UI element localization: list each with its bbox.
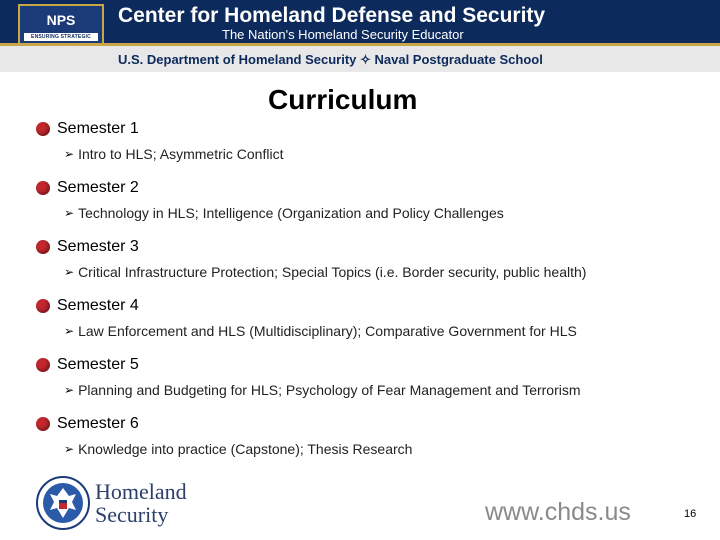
semester-item [36,296,696,316]
semester-label: Semester 5 [57,356,139,373]
course-text: Knowledge into practice (Capstone); Thesis Research [78,441,413,457]
course-item [64,263,696,281]
arrow-bullet-icon: ➢ [64,442,75,456]
course-item [64,145,696,163]
course-item [64,440,696,458]
logo-line-homeland: Homeland [95,479,187,504]
page-number: 16 [684,508,697,520]
semester-label: Semester 4 [57,297,139,314]
arrow-bullet-icon: ➢ [64,206,75,220]
semester-item [36,119,696,139]
logo-line-security: Security [95,502,169,527]
semester-label: Semester 3 [57,238,139,255]
bullet-icon [36,358,50,372]
course-text: Technology in HLS; Intelligence (Organization and Policy Challenges [78,205,504,221]
bullet-icon [36,181,50,195]
nps-logo-ribbon: ENSURING STRATEGIC [24,33,98,41]
nps-logo [18,4,104,46]
course-text: Intro to HLS; Asymmetric Conflict [78,146,284,162]
website-url: www.chds.us [485,498,631,526]
course-text: Critical Infrastructure Protection; Special Topics (i.e. Border security, public health) [78,264,587,280]
page-title: Curriculum [268,84,418,115]
semester-item [36,414,696,434]
semester-label: Semester 6 [57,415,139,432]
arrow-bullet-icon: ➢ [64,383,75,397]
arrow-bullet-icon: ➢ [64,324,75,338]
course-text: Planning and Budgeting for HLS; Psychology of Fear Management and Terrorism [78,382,581,398]
dhs-seal-icon [36,476,90,530]
homeland-security-logo-text [95,480,187,526]
nps-logo-text: NPS [46,12,76,28]
arrow-bullet-icon: ➢ [64,147,75,161]
bullet-icon [36,417,50,431]
header-banner [0,0,720,46]
arrow-bullet-icon: ➢ [64,265,75,279]
banner-title: Center for Homeland Defense and Security [118,4,546,27]
bullet-icon [36,299,50,313]
semester-label: Semester 2 [57,179,139,196]
bullet-icon [36,240,50,254]
banner-subtitle: The Nation's Homeland Security Educator [222,27,464,42]
semester-list [36,119,696,473]
semester-item [36,355,696,375]
department-text: U.S. Department of Homeland Security ✧ Naval Postgraduate School [118,52,543,67]
course-item [64,322,696,340]
bullet-icon [36,122,50,136]
semester-label: Semester 1 [57,120,139,137]
course-item [64,381,696,399]
semester-item [36,237,696,257]
semester-item [36,178,696,198]
course-text: Law Enforcement and HLS (Multidisciplinary); Comparative Government for HLS [78,323,577,339]
course-item [64,204,696,222]
